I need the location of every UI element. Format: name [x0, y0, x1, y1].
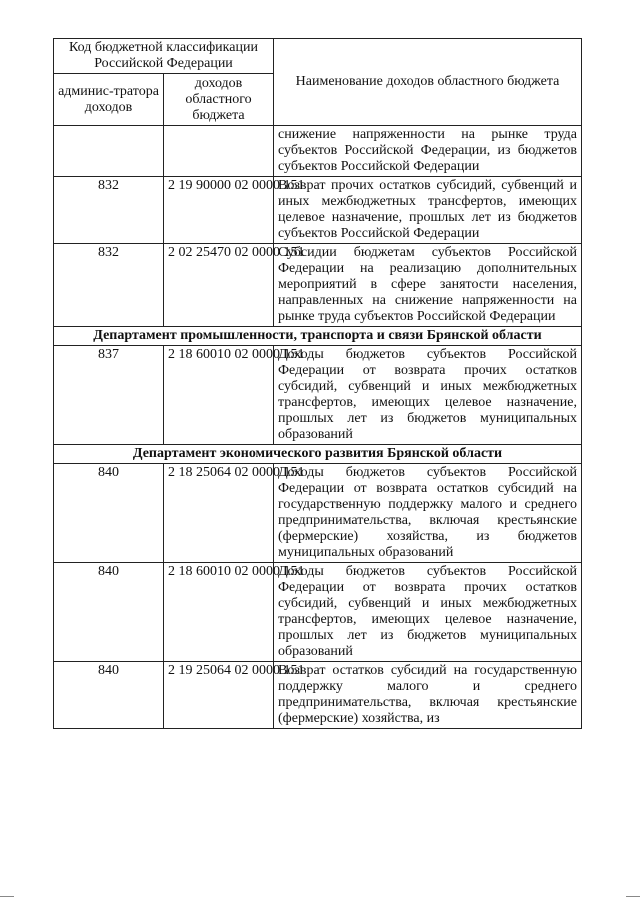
budget-classification-table: [53, 38, 582, 729]
revenue-name-cell: Доходы бюджетов субъектов Российской Федерации от возврата остатков субсидий на государственную поддержку малого и среднего предпринимательства, включая крестьянские (фермерские) хозяйства, из бюджетов муниципальных образований: [274, 464, 582, 563]
revenue-name-cell: Возврат остатков субсидий на государственную поддержку малого и среднего предпринимательства, включая крестьянские (фермерские) хозяйства, из: [274, 662, 582, 729]
revenue-name-cell: Субсидии бюджетам субъектов Российской Федерации на реализацию дополнительных мероприятий в сфере занятости населения, направленных на снижение напряженности на рынке труда субъектов Российской Федерации: [274, 244, 582, 327]
admin-code-cell: 840: [54, 464, 164, 563]
admin-code-cell: 832: [54, 244, 164, 327]
department-row: [54, 327, 582, 346]
table-row: [54, 662, 582, 729]
department-title: Департамент промышленности, транспорта и связи Брянской области: [54, 327, 582, 346]
admin-code-cell: [54, 126, 164, 177]
revenue-name-cell: Возврат прочих остатков субсидий, субвенций и иных межбюджетных трансфертов, имеющих целевое назначение, прошлых лет из бюджетов субъектов Российской Федерации: [274, 177, 582, 244]
admin-code-cell: 840: [54, 662, 164, 729]
revenue-column-header: доходов областного бюджета: [164, 74, 274, 126]
admin-code-cell: 832: [54, 177, 164, 244]
table-row: [54, 464, 582, 563]
revenue-name-cell: снижение напряженности на рынке труда субъектов Российской Федерации, из бюджетов субъектов Российской Федерации: [274, 126, 582, 177]
department-row: [54, 445, 582, 464]
revenue-code-cell: 2 18 25064 02 0000 151: [164, 464, 274, 563]
table-header-row: [54, 39, 582, 74]
table-row: [54, 177, 582, 244]
code-group-header: Код бюджетной классификации Российской Федерации: [54, 39, 274, 74]
revenue-code-cell: 2 19 25064 02 0000 151: [164, 662, 274, 729]
revenue-code-cell: 2 19 90000 02 0000 151: [164, 177, 274, 244]
scan-edge-mark: [0, 896, 14, 897]
admin-column-header: админис-тратора доходов: [54, 74, 164, 126]
table-row: [54, 126, 582, 177]
department-title: Департамент экономического развития Брянской области: [54, 445, 582, 464]
admin-code-cell: 837: [54, 346, 164, 445]
name-column-header: Наименование доходов областного бюджета: [274, 39, 582, 126]
revenue-code-cell: [164, 126, 274, 177]
document-page: [53, 38, 582, 729]
table-row: [54, 563, 582, 662]
revenue-name-cell: Доходы бюджетов субъектов Российской Федерации от возврата прочих остатков субсидий, субвенций и иных межбюджетных трансфертов, имеющих целевое назначение, прошлых лет из бюджетов муниципальных образований: [274, 563, 582, 662]
admin-code-cell: 840: [54, 563, 164, 662]
revenue-code-cell: 2 18 60010 02 0000 151: [164, 346, 274, 445]
scan-edge-mark: [626, 896, 640, 897]
table-row: [54, 244, 582, 327]
revenue-code-cell: 2 02 25470 02 0000 151: [164, 244, 274, 327]
revenue-name-cell: Доходы бюджетов субъектов Российской Федерации от возврата прочих остатков субсидий, субвенций и иных межбюджетных трансфертов, имеющих целевое назначение, прошлых лет из бюджетов муниципальных образований: [274, 346, 582, 445]
revenue-code-cell: 2 18 60010 02 0000 151: [164, 563, 274, 662]
table-row: [54, 346, 582, 445]
